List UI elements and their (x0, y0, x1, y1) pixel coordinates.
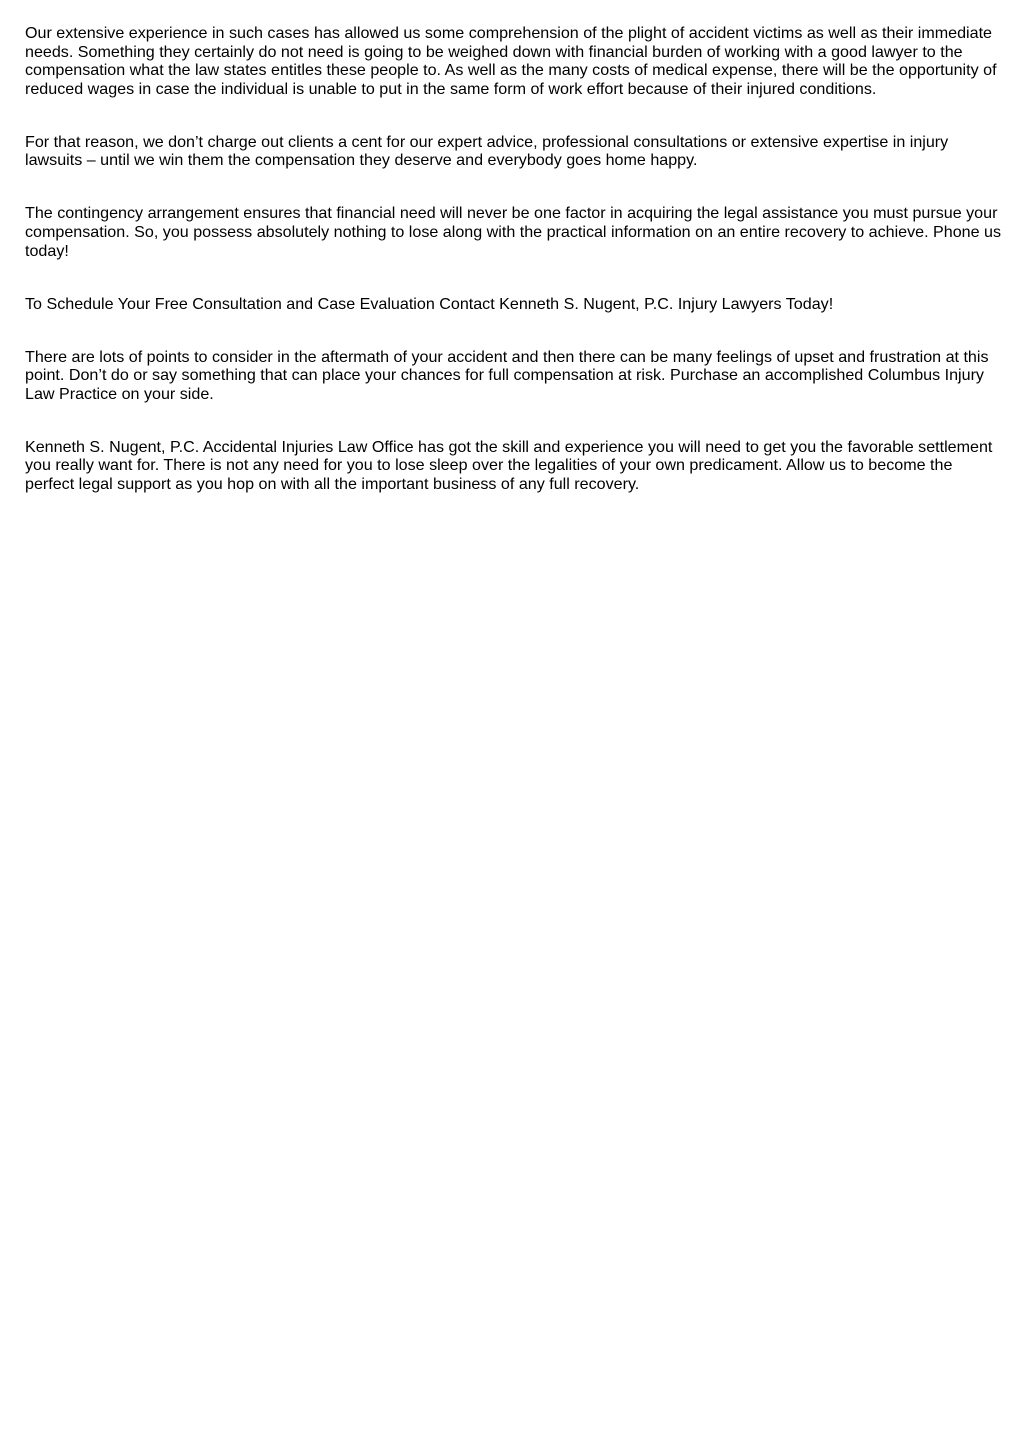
paragraph-law-office: Kenneth S. Nugent, P.C. Accidental Injuries Law Office has got the skill and experience you will need to get you the favorable settlement you really want for. There is not any need for you to lose sleep over the legalities of your own predicament. Allow us to become the perfect legal support as you hop on with all the important business of any full recovery. (25, 437, 993, 493)
paragraph-no-charge: For that reason, we don’t charge out clients a cent for our expert advice, professional consultations or extensive expertise in injury lawsuits – until we win them the compensation they deserve and everybody goes home happy. (25, 132, 949, 170)
document-body (25, 24, 1005, 493)
paragraph-experience: Our extensive experience in such cases has allowed us some comprehension of the plight of accident victims as well as their immediate needs. Something they certainly do not need is going to be weighed down with financial burden of working with a good lawyer to the compensation what the law states entitles these people to. As well as the many costs of medical expense, there will be the opportunity of reduced wages in case the individual is unable to put in the same form of work effort because of their injured conditions. (25, 24, 997, 98)
paragraph-schedule-consultation: To Schedule Your Free Consultation and Case Evaluation Contact Kenneth S. Nugent, P.C. Injury Lawyers Today! (25, 294, 834, 313)
paragraph-contingency: The contingency arrangement ensures that financial need will never be one factor in acquiring the legal assistance you must pursue your compensation. So, you possess absolutely nothing to lose along with the practical information on an entire recovery to achieve. Phone us today! (25, 204, 1002, 260)
paragraph-aftermath: There are lots of points to consider in the aftermath of your accident and then there can be many feelings of upset and frustration at this point. Don’t do or say something that can place your chances for full compensation at risk. Purchase an accomplished Columbus Injury Law Practice on your side. (25, 347, 989, 403)
